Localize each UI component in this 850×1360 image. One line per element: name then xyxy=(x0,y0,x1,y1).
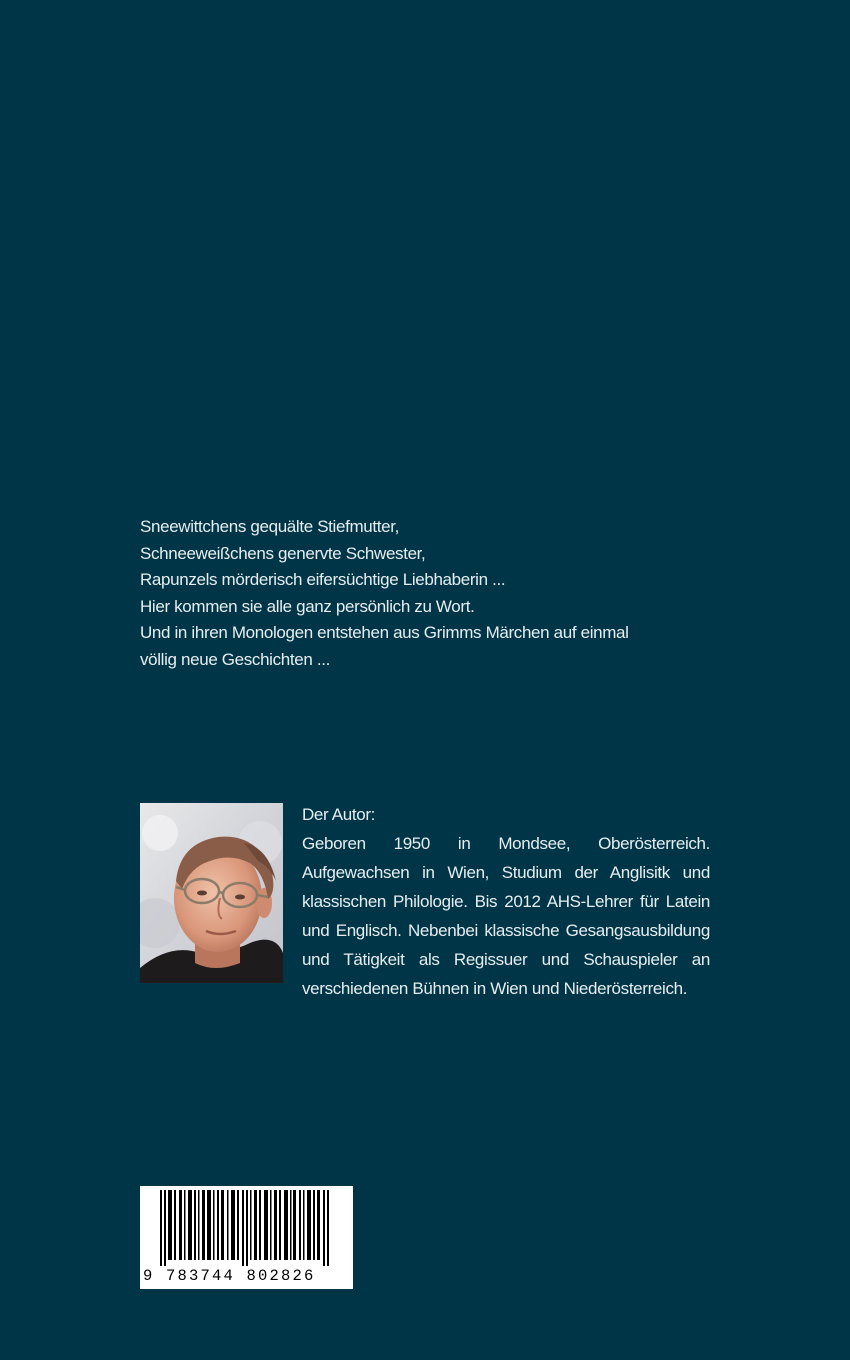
barcode-bars xyxy=(140,1186,353,1268)
isbn-digits: 9 783744 802826 xyxy=(143,1267,316,1285)
blurb-line: Und in ihren Monologen entstehen aus Grimms Märchen auf einmal xyxy=(140,623,629,642)
author-bio: Geboren 1950 in Mondsee, Oberösterreich. Aufgewachsen in Wien, Studium der Anglisitk und klassischen Philologie. Bis 2012 AHS-Lehrer für Latein und Englisch. Nebenbei klassische Gesangsausbildung und Tätigkeit als Regissuer und Schauspieler an verschiedenen Bühnen in Wien und Niederösterreich. xyxy=(302,834,710,998)
isbn-barcode xyxy=(140,1186,353,1289)
author-heading: Der Autor: xyxy=(302,805,376,824)
blurb-line: völlig neue Geschichten ... xyxy=(140,649,330,669)
blurb-line: Sneewittchens gequälte Stiefmutter, xyxy=(140,517,399,536)
blurb-text xyxy=(140,514,700,673)
author-photo xyxy=(140,803,283,983)
blurb-line: Hier kommen sie alle ganz persönlich zu Wort. xyxy=(140,596,475,616)
blurb-line: Schneeweißchens genervte Schwester, xyxy=(140,543,426,563)
author-section xyxy=(302,800,710,1003)
blurb-line: Rapunzels mörderisch eifersüchtige Liebhaberin ... xyxy=(140,570,506,589)
